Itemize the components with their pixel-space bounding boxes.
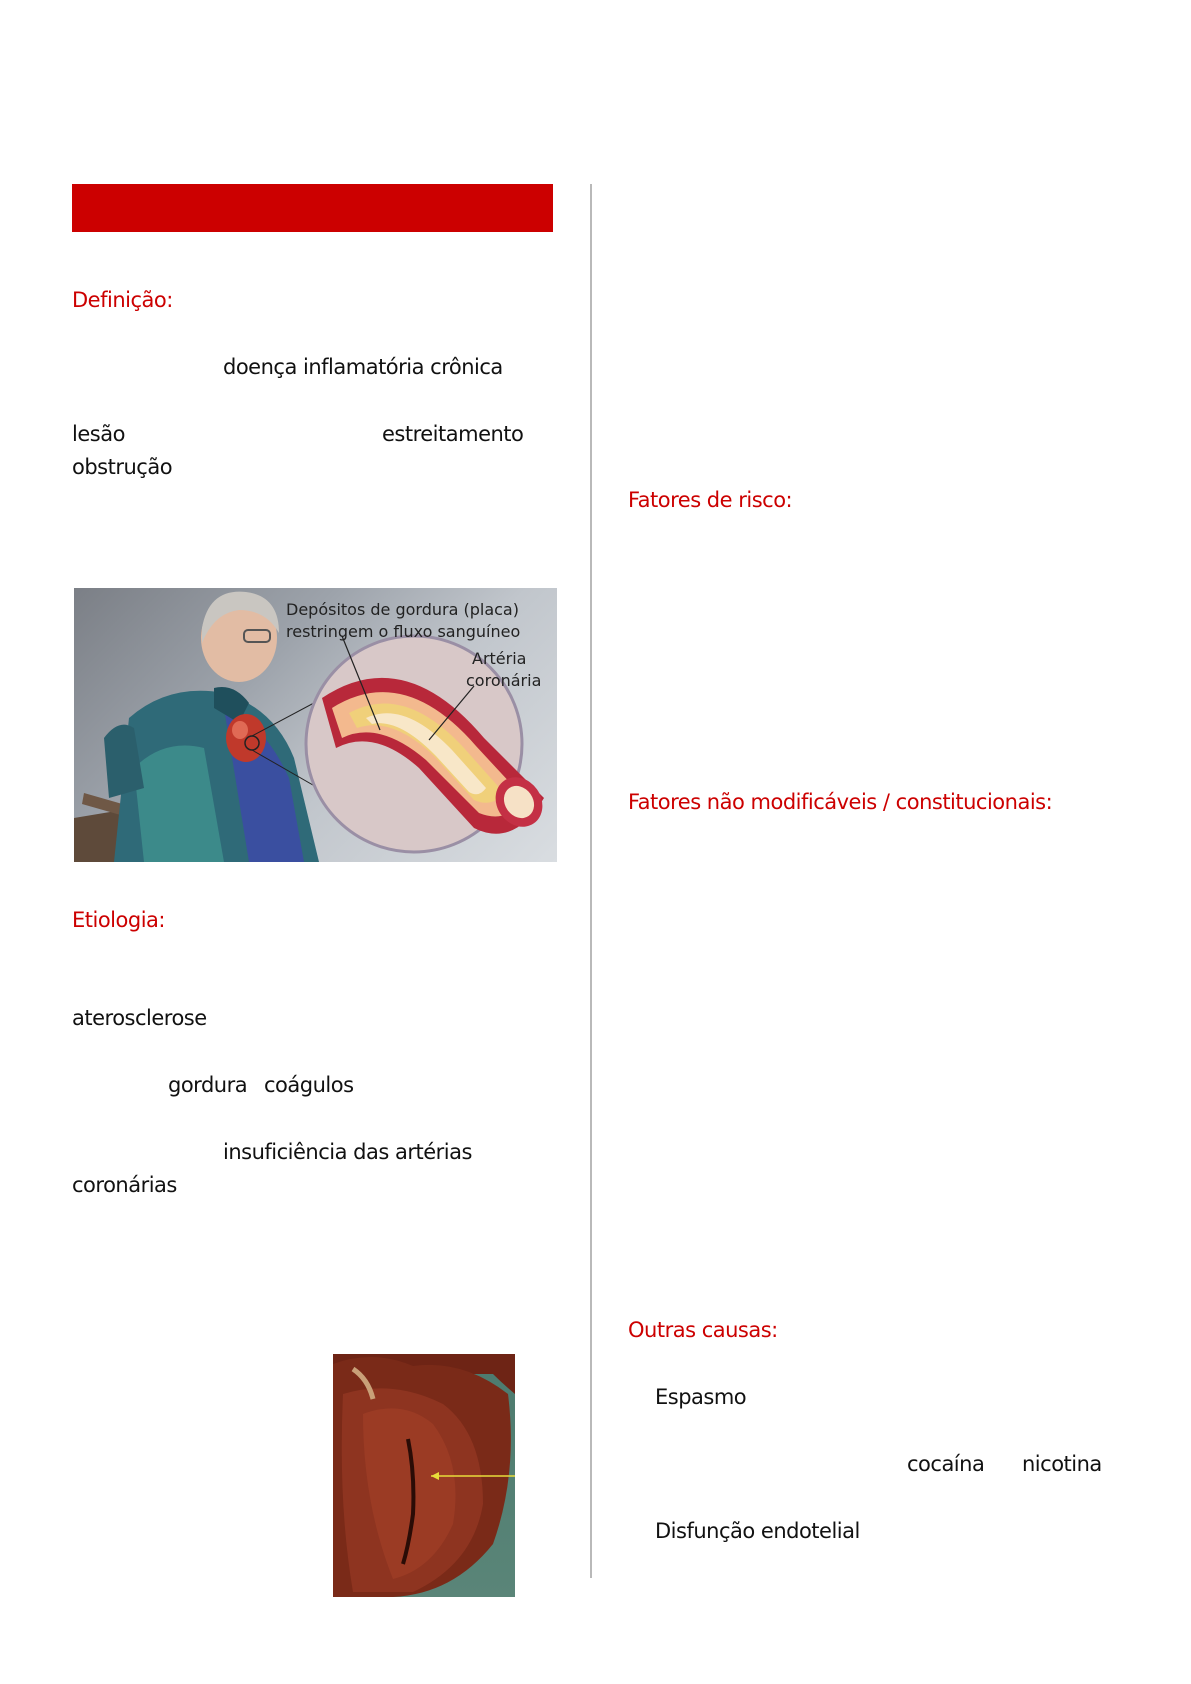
fatores-nao-modificaveis-heading: Fatores não modificáveis / constitucionais: [628,790,1053,814]
heart-specimen-photo [333,1354,515,1597]
term-coronarias: coronárias [72,1173,177,1197]
illustration-label-1: Artéria [472,649,527,668]
illustration-label-2: coronária [466,671,542,690]
term-doenca-inflamatoria: doença inflamatória crônica [223,355,503,379]
definicao-heading: Definição: [72,288,173,312]
illustration-caption-2: restringem o fluxo sanguíneo [286,622,521,641]
term-aterosclerose: aterosclerose [72,1006,207,1030]
column-divider [590,184,592,1578]
title-banner [72,184,553,232]
term-disfuncao-endotelial: Disfunção endotelial [655,1519,860,1543]
atherosclerosis-illustration [74,588,557,862]
term-gordura: gordura [168,1073,248,1097]
term-insuficiencia: insuficiência das artérias [223,1140,472,1164]
term-cocaina: cocaína [907,1452,985,1476]
illustration-caption-1: Depósitos de gordura (placa) [286,600,519,619]
heart-photo-graphic [333,1354,515,1597]
term-lesao: lesão [72,422,125,446]
illustration-graphic [74,588,557,862]
term-coagulos: coágulos [264,1073,354,1097]
term-espasmo: Espasmo [655,1385,747,1409]
term-nicotina: nicotina [1022,1452,1102,1476]
term-obstrucao: obstrução [72,455,173,479]
term-estreitamento: estreitamento [382,422,524,446]
outras-causas-heading: Outras causas: [628,1318,778,1342]
etiologia-heading: Etiologia: [72,908,165,932]
fatores-risco-heading: Fatores de risco: [628,488,793,512]
